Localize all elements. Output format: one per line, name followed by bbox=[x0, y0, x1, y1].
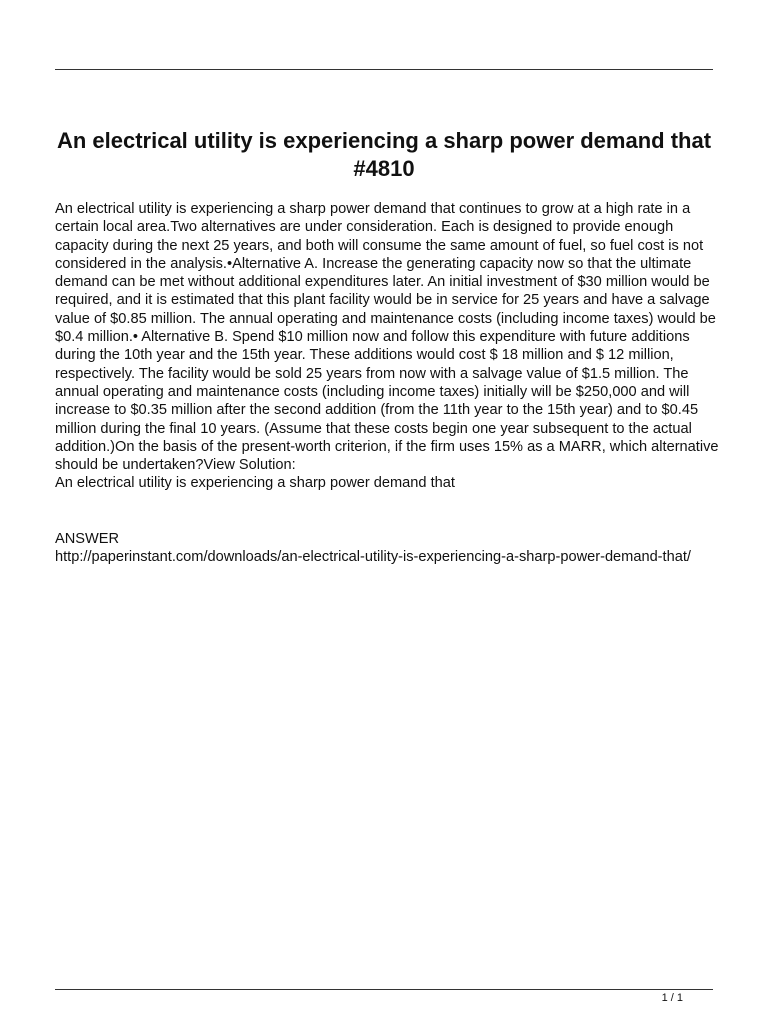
question-body bbox=[55, 200, 720, 493]
bottom-divider bbox=[55, 989, 713, 990]
answer-label: ANSWER bbox=[55, 531, 120, 547]
page-number: 1 / 1 bbox=[661, 992, 683, 1004]
top-divider bbox=[55, 69, 713, 70]
page-title: An electrical utility is experiencing a sharp power demand that #4810 bbox=[56, 128, 712, 181]
solution-title-line: An electrical utility is experiencing a sharp power demand that bbox=[55, 475, 455, 492]
answer-link[interactable]: http://paperinstant.com/downloads/an-electrical-utility-is-experiencing-a-sharp-power-demand-that/ bbox=[55, 549, 691, 566]
question-text: An electrical utility is experiencing a sharp power demand that continues to grow at a high rate in a certain local area.Two alternatives are under consideration. Each is designed to provide enough capacity during the next 25 years, and both will consume the same amount of fuel, so fuel cost is not considered in the analysis.•Alternative A. Increase the generating capacity now so that the ultimate demand can be met without additional expenditures later. An initial investment of $30 million would be required, and it is estimated that this plant facility would be in service for 25 years and have a salvage value of $0.85 million. The annual operating and maintenance costs (including income taxes) would be $0.4 million.• Alternative B. Spend $10 million now and follow this expenditure with future additions during the 10th year and the 15th year. These additions would cost $ 18 million and $ 12 million, respectively. The facility would be sold 25 years from now with a salvage value of $1.5 million. The annual operating and maintenance costs (including income taxes) initially will be $250,000 and will increase to $0.35 million after the second addition (from the 11th year to the 15th year) and to $0.45 million during the final 10 years. (Assume that these costs begin one year subsequent to the actual addition.)On the basis of the present-worth criterion, if the firm uses 15% as a MARR, which alternative should be undertaken?View Solution: bbox=[55, 201, 719, 474]
answer-section bbox=[55, 530, 720, 567]
